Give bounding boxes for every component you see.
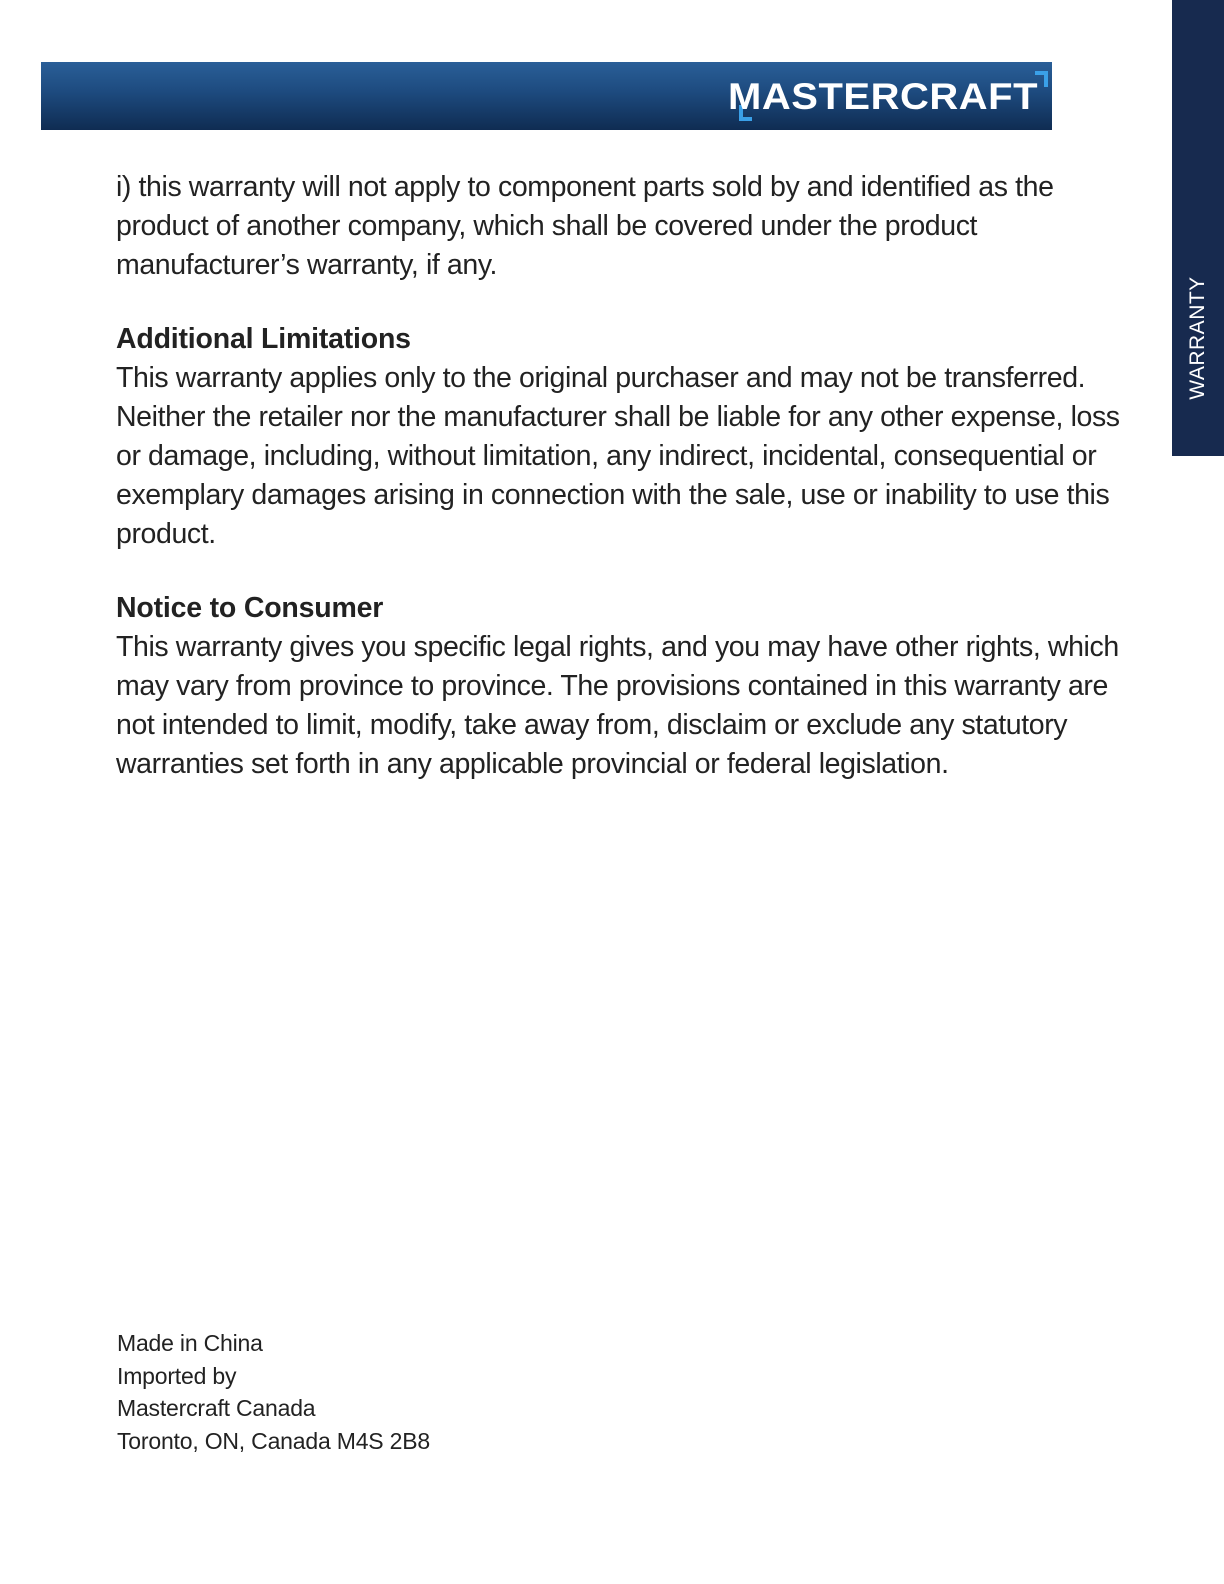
section-heading-notice-to-consumer: Notice to Consumer xyxy=(116,592,384,624)
side-tab-label: WARRANTY xyxy=(1186,276,1209,400)
mastercraft-logo xyxy=(727,71,1038,121)
spacer xyxy=(116,554,1146,589)
header-banner xyxy=(41,62,1052,130)
warranty-content xyxy=(116,168,1146,784)
footer-line-origin: Made in China xyxy=(117,1330,263,1356)
section-body-notice-to-consumer: This warranty gives you specific legal rights, and you may have other rights, which may vary from province to province. The provisions contained in this warranty are not intended to limit, modify, take away from, disclaim or exclude any statutory warranties set forth in any applicable provincial or federal legislation. xyxy=(116,631,1119,780)
footer-line-company: Mastercraft Canada xyxy=(117,1395,316,1421)
importer-info xyxy=(117,1327,430,1457)
logo-bracket-right-icon xyxy=(1035,71,1048,87)
section-side-tab xyxy=(1172,0,1224,456)
footer-line-address: Toronto, ON, Canada M4S 2B8 xyxy=(117,1427,430,1454)
intro-paragraph: i) this warranty will not apply to component parts sold by and identified as the product of another company, which shall be covered under the product manufacturer’s warranty, if any. xyxy=(116,171,1054,281)
brand-name: MASTERCRAFT xyxy=(727,75,1038,117)
section-heading-additional-limitations: Additional Limitations xyxy=(116,323,411,355)
section-body-additional-limitations: This warranty applies only to the original purchaser and may not be transferred. Neither the retailer nor the manufacturer shall be liable for any other expense, loss or damage, including, without limitation, any indirect, incidental, consequential or exemplary damages arising in connection with the sale, use or inability to use this product. xyxy=(116,362,1120,550)
spacer xyxy=(116,285,1146,320)
footer-line-imported-by: Imported by xyxy=(117,1362,237,1389)
